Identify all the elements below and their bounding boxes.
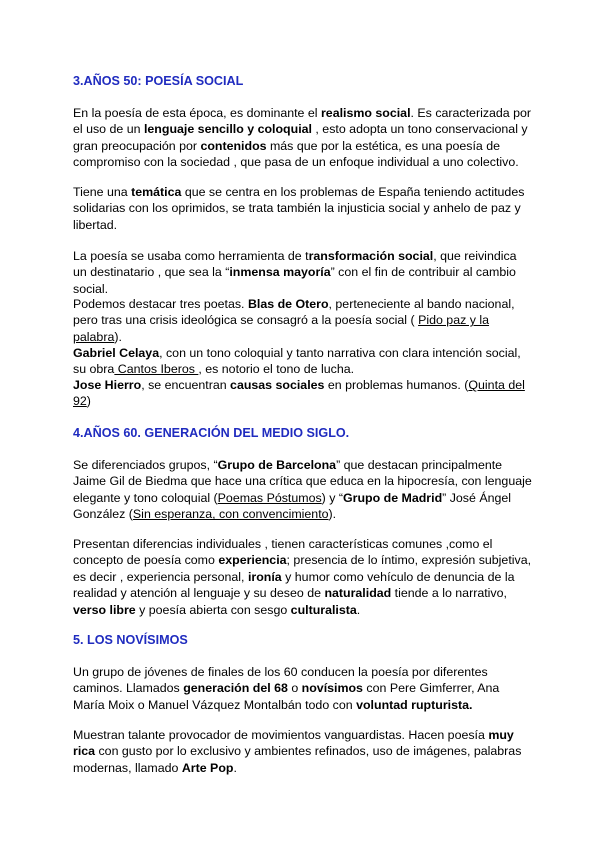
text-run: tiende a lo narrativo, xyxy=(391,586,507,601)
underlined-title: Pido paz y la palabra xyxy=(73,313,490,344)
bold-term: Grupo de Barcelona xyxy=(217,458,337,472)
bold-term: lenguaje sencillo y coloquial xyxy=(143,122,312,137)
s3-paragraph-3 xyxy=(73,248,533,297)
text-run: con Pere Gimferrer, Ana María Moix o Manuel Vázquez Montalbán todo con xyxy=(73,681,500,712)
s3-paragraph-1 xyxy=(73,105,533,171)
bold-term: temática xyxy=(131,185,182,199)
bold-term: voluntad rupturista. xyxy=(356,697,473,712)
text-run: ) xyxy=(86,394,91,409)
bold-term: ransformación social xyxy=(308,249,434,263)
text-run: Presentan diferencias individuales , tienen características comunes ,como el concepto de poesía como xyxy=(73,537,493,568)
s3-paragraph-jose-hierro xyxy=(73,377,533,410)
underlined-title: Sin esperanza, con convencimiento xyxy=(132,507,329,522)
text-run: La poesía se usaba como herramienta de t xyxy=(73,249,309,263)
s3-paragraph-blas-de-otero xyxy=(73,296,533,345)
text-run: , que reivindica un destinatario , que sea la “ xyxy=(73,249,517,280)
underlined-title: Poemas Póstumos xyxy=(217,490,322,505)
text-run: más que por la estética, es una poesía de compromiso con la sociedad , que pasa de un enfoque individual a uno colectivo. xyxy=(73,138,519,170)
section-3-title: 3.AÑOS 50: POESÍA SOCIAL xyxy=(73,74,244,88)
text-run: ). xyxy=(114,329,122,344)
text-run: . xyxy=(356,602,361,617)
text-run: Podemos destacar tres poetas. xyxy=(73,297,248,311)
text-run: . Es caracterizada por el uso de un xyxy=(73,106,532,137)
text-run: y poesía abierta con sesgo xyxy=(135,602,291,617)
bold-term: naturalidad xyxy=(324,586,392,601)
section-4-title: 4.AÑOS 60. GENERACIÓN DEL MEDIO SIGLO. xyxy=(73,426,350,440)
text-run: ). xyxy=(328,507,337,522)
text-run: Muestran talante provocador de movimientos vanguardistas. Hacen poesía xyxy=(73,728,489,742)
bold-term: contenidos xyxy=(200,138,267,153)
text-run: en problemas humanos. ( xyxy=(324,378,469,392)
bold-term: Grupo de Madrid xyxy=(343,490,443,505)
bold-term: realismo social xyxy=(320,106,411,120)
text-run: Un grupo de jóvenes de finales de los 60 conducen la poesía por diferentes caminos. Llamados xyxy=(73,665,488,696)
text-run: ; presencia de lo íntimo, expresión subjetiva, es decir , experiencia personal, xyxy=(73,553,532,584)
text-run: , con un tono coloquial y tanto narrativa con clara intención social, su obra xyxy=(73,346,521,377)
underlined-title: Quinta del 92 xyxy=(73,378,525,409)
bold-term: culturalista xyxy=(290,602,357,617)
bold-term: ironía xyxy=(247,569,282,584)
section-5-title: 5. LOS NOVÍSIMOS xyxy=(73,633,188,647)
text-run: Tiene una xyxy=(73,185,132,199)
text-run: ) y “ xyxy=(321,490,344,505)
text-run: o xyxy=(287,681,302,696)
text-run: , es notorio el tono de lucha. xyxy=(198,362,355,377)
bold-term: Blas de Otero xyxy=(247,297,329,311)
bold-term: novísimos xyxy=(301,681,363,696)
underlined-title: Cantos Iberos xyxy=(114,362,199,377)
text-run: con gusto por lo exclusivo y ambientes refinados, uso de imágenes, palabras modernas, llamado xyxy=(73,744,522,775)
text-run: ” con el fin de contribuir al cambio social. xyxy=(73,265,516,296)
s4-paragraph-2 xyxy=(73,536,533,618)
bold-term: Gabriel Celaya xyxy=(73,346,160,360)
bold-term: Jose Hierro xyxy=(73,378,142,392)
s3-paragraph-gabriel-celaya xyxy=(73,345,533,378)
bold-term: experiencia xyxy=(218,553,287,568)
text-run: , perteneciente al bando nacional, pero tras una crisis ideológica se consagró a la poesía social ( xyxy=(73,297,515,328)
bold-term: inmensa mayoría xyxy=(229,265,331,280)
text-run: ” José Ángel González ( xyxy=(73,490,512,522)
text-run: . xyxy=(233,760,237,775)
text-run: ” que destacan principalmente Jaime Gil de Biedma que hace una crítica que educa en la hipocresía, con lenguaje elegante y tono coloquial ( xyxy=(73,458,532,505)
text-run: , esto adopta un tono conservacional y gran preocupación por xyxy=(73,122,528,153)
text-run: que se centra en los problemas de España teniendo actitudes solidarias con los oprimidos, se trata también la injusticia social y anhelo de paz y libertad. xyxy=(73,185,525,232)
bold-term: verso libre xyxy=(73,602,136,617)
text-run: , se encuentran xyxy=(141,378,231,392)
text-run: y humor como vehículo de denuncia de la realidad y atención al lenguaje y su deseo de xyxy=(73,569,515,601)
s3-paragraph-2 xyxy=(73,184,533,233)
bold-term: causas sociales xyxy=(230,378,325,392)
s5-paragraph-1 xyxy=(73,664,533,713)
text-run: En la poesía de esta época, es dominante el xyxy=(73,106,321,120)
s4-paragraph-1 xyxy=(73,457,533,523)
text-run: Se diferenciados grupos, “ xyxy=(73,458,218,472)
bold-term: Arte Pop xyxy=(181,760,234,775)
s5-paragraph-2 xyxy=(73,727,533,776)
bold-term: muy rica xyxy=(73,728,514,759)
bold-term: generación del 68 xyxy=(183,681,288,696)
